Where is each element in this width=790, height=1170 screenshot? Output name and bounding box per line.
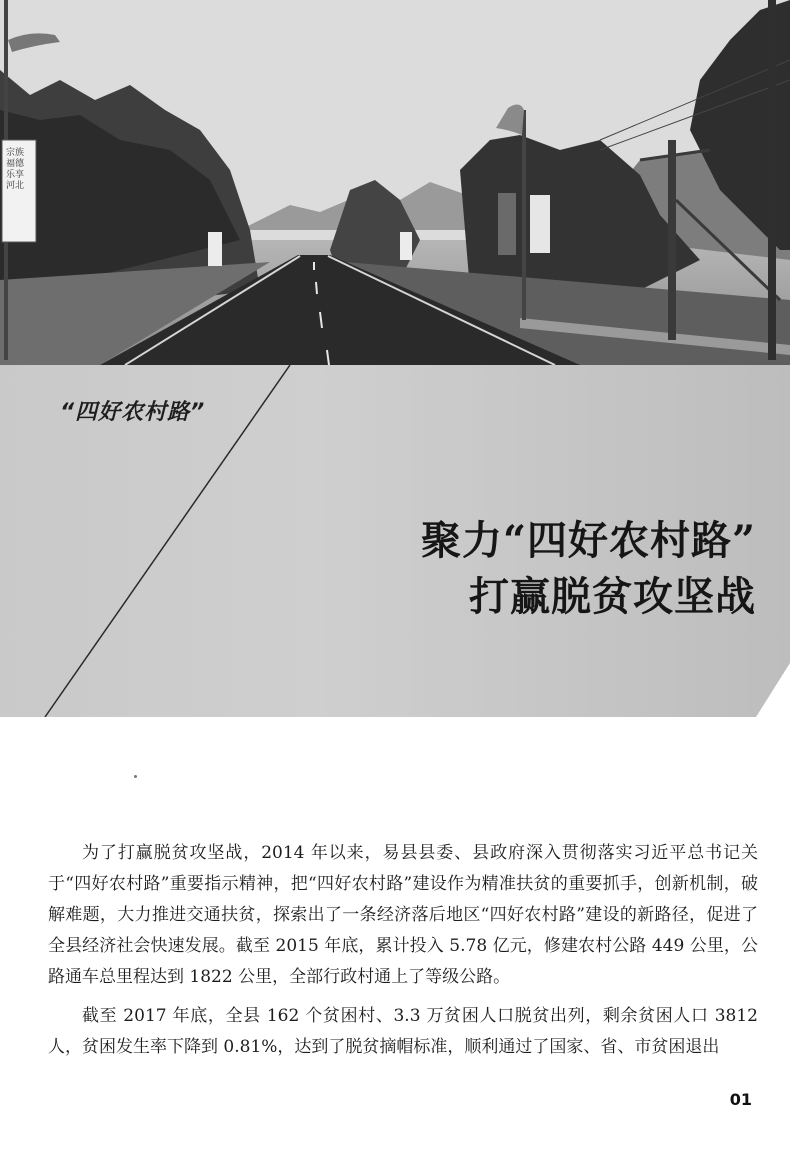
paragraph-1: 为了打赢脱贫攻坚战，2014 年以来，易县县委、县政府深入贯彻落实习近平总书记关于“四好农村路”重要指示精神，把“四好农村路”建设作为精准扶贫的重要抓手，创新机制，破解难题，大力推进交通扶贫，探索出了一条经济落后地区“四好农村路”建设的新路径，促进了全县经济社会快速发展。截至 2015 年底，累计投入 5.78 亿元，修建农村公路 449 公里，公路通车总里程达到 1822 公里，全部行政村通上了等级公路。 <box>48 843 758 987</box>
speck <box>134 775 137 778</box>
title-band <box>0 365 790 717</box>
title-line-1: 聚力“四好农村路” <box>420 517 756 564</box>
paragraph-2: 截至 2017 年底，全县 162 个贫困村、3.3 万贫困人口脱贫出列，剩余贫困人口 3812 人，贫困发生率下降到 0.81%，达到了脱贫摘帽标准，顺利通过了国家、省、市贫困退出 <box>48 1006 758 1057</box>
page-title <box>421 513 756 625</box>
title-line-2: 打赢脱贫攻坚战 <box>469 573 756 620</box>
article-body <box>48 838 758 1063</box>
banner-text: 宗族福德 乐享河北 <box>6 148 25 191</box>
road-photo <box>0 0 790 365</box>
page-number: 01 <box>729 1090 752 1109</box>
road-photo-drawing <box>0 0 790 365</box>
section-tag: “四好农村路” <box>60 400 206 425</box>
corner-triangle <box>756 663 790 717</box>
